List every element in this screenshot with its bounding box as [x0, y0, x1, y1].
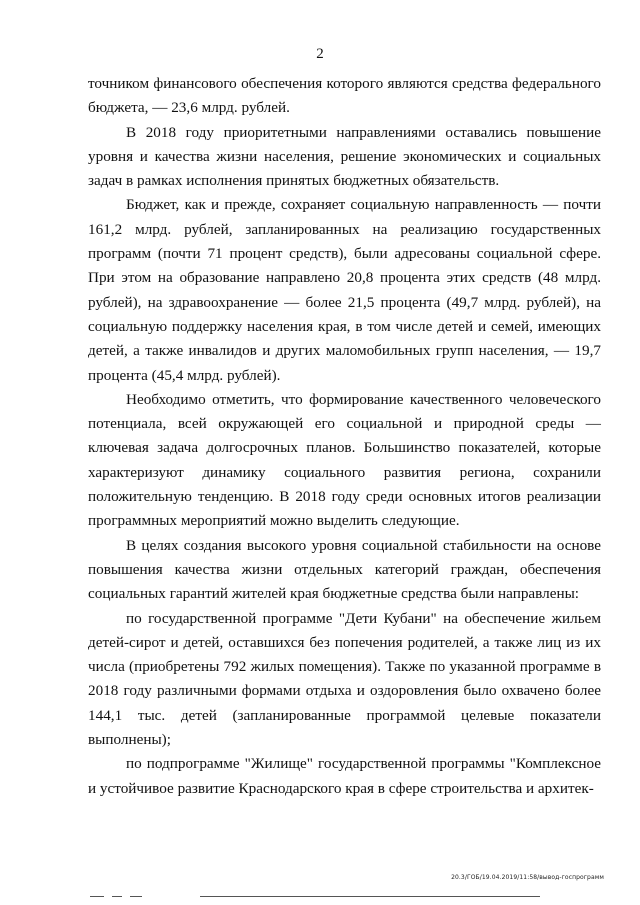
document-body — [88, 72, 601, 801]
scan-artifact-lines — [90, 896, 550, 898]
paragraph-human-potential: Необходимо отметить, что формирование качественного человеческого потенциала, всей окружающей его социальной и природной среды — ключевая задача долгосрочных планов. Большинство показателей, которые характеризуют динамику социального развития региона, сохранили положительную тенденцию. В 2018 году среди основных итогов реализации программных мероприятий можно выделить следующие. — [88, 390, 601, 530]
footer-stamp: 20.3/ГОБ/19.04.2019/11:58/вывод-госпрограмм — [451, 874, 604, 881]
paragraph-zhilishche: по подпрограмме "Жилище" государственной программы "Комплексное и устойчивое развитие Краснодарского края в сфере строительства и архитек- — [88, 755, 601, 797]
paragraph-social-stability: В целях создания высокого уровня социальной стабильности на основе повышения качества жизни отдельных категорий граждан, обеспечения социальных гарантий жителей края бюджетные средства были направлены: — [88, 536, 601, 603]
paragraph-priorities: В 2018 году приоритетными направлениями оставались повышение уровня и качества жизни населения, решение экономических и социальных задач в рамках исполнения принятых бюджетных обязательств. — [88, 123, 601, 190]
paragraph-continuation: точником финансового обеспечения которого являются средства федерального бюджета, — 23,6 млрд. рублей. — [88, 75, 601, 117]
paragraph-budget-social: Бюджет, как и прежде, сохраняет социальную направленность — почти 161,2 млрд. рублей, запланированных на реализацию государственных программ (почти 71 процент средств), были адресованы социальной сфере. При этом на образование направлено 20,8 процента этих средств (48 млрд. рублей), на здравоохранение — более 21,5 процента (49,7 млрд. рублей), на социальную поддержку населения края, в том числе детей и семей, имеющих детей, а также инвалидов и других маломобильных групп населения, — 19,7 процента (45,4 млрд. рублей). — [88, 196, 601, 384]
paragraph-deti-kubani: по государственной программе "Дети Кубани" на обеспечение жильем детей-сирот и детей, оставшихся без попечения родителей, а также лиц из их числа (приобретены 792 жилых помещения). Также по указанной программе в 2018 году различными формами отдыха и оздоровления было охвачено более 144,1 тыс. детей (запланированные программой целевые показатели выполнены); — [88, 609, 601, 749]
page-number: 2 — [316, 46, 324, 62]
